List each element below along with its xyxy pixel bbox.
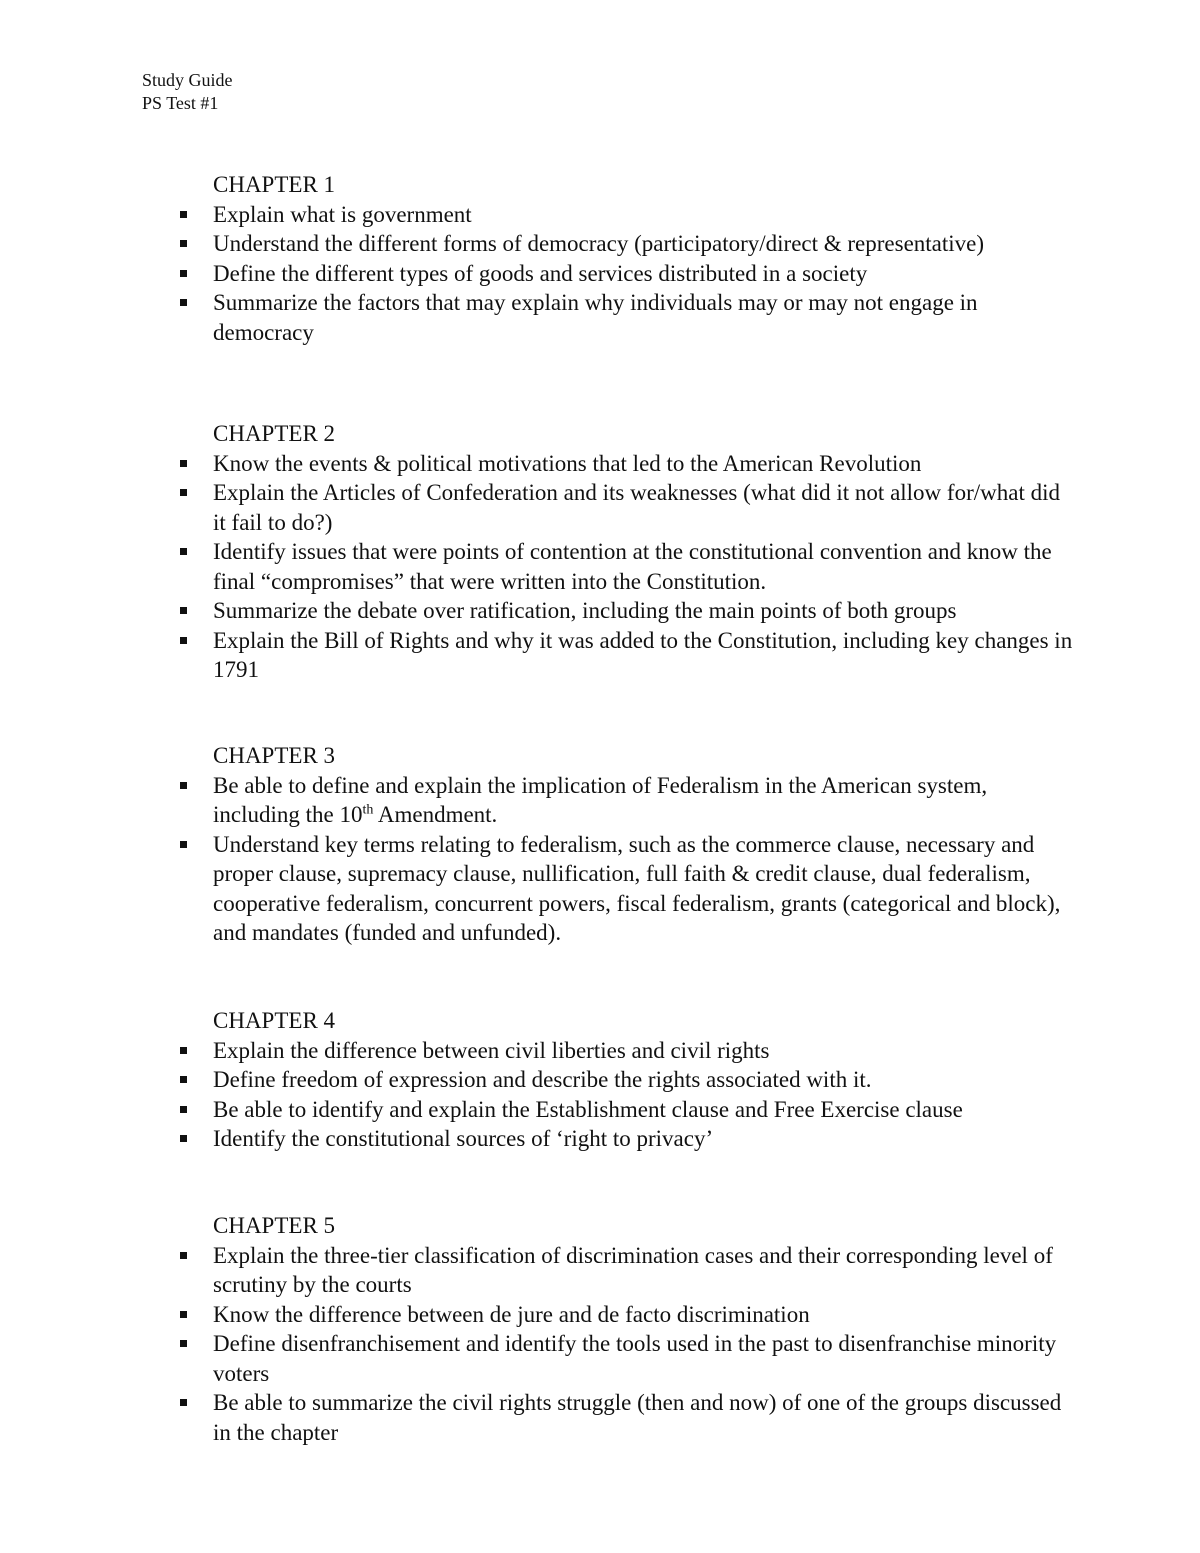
square-bullet-icon xyxy=(180,637,187,644)
square-bullet-icon xyxy=(180,489,187,496)
ordinal-superscript: th xyxy=(362,802,374,818)
square-bullet-icon xyxy=(180,782,187,789)
square-bullet-icon xyxy=(180,607,187,614)
bullet-text: Identify issues that were points of contention at the constitutional convention and know the final “compromises” that were written into the Constitution. xyxy=(213,539,1052,594)
bullet-text: Know the difference between de jure and de facto discrimination xyxy=(213,1301,810,1327)
bullet-item xyxy=(0,596,1073,626)
square-bullet-icon xyxy=(180,299,187,306)
bullet-text: Explain the Articles of Confederation and its weaknesses (what did it not allow for/what did it fail to do?) xyxy=(213,480,1060,535)
bullet-text: Explain the Bill of Rights and why it was added to the Constitution, including key changes in 1791 xyxy=(213,627,1073,682)
bullet-text: Understand key terms relating to federalism, such as the commerce clause, necessary and proper clause, supremacy clause, nullification, full faith & credit clause, dual federalism, cooperative federalism, concurrent powers, fiscal federalism, grants (categorical and block), and mandates (funded and unfunded). xyxy=(213,831,1061,945)
square-bullet-icon xyxy=(180,270,187,277)
bullet-item xyxy=(0,1241,1073,1300)
header-line-2: PS Test #1 xyxy=(142,93,219,113)
bullet-text: Define disenfranchisement and identify the tools used in the past to disenfranchise minority voters xyxy=(213,1331,1057,1386)
square-bullet-icon xyxy=(180,548,187,555)
bullet-item xyxy=(0,259,1073,289)
bullet-item xyxy=(0,830,1073,948)
chapter-2-bullets xyxy=(0,449,1200,685)
bullet-item xyxy=(0,229,1073,259)
bullet-text: Explain what is government xyxy=(213,201,472,227)
document-header xyxy=(142,69,233,115)
bullet-item xyxy=(0,771,1073,830)
bullet-text: Understand the different forms of democracy (participatory/direct & representative) xyxy=(213,231,985,256)
chapter-3-bullets xyxy=(0,771,1200,948)
chapter-4-bullets xyxy=(0,1036,1200,1154)
bullet-item xyxy=(0,449,1073,479)
chapter-5-title: CHAPTER 5 xyxy=(213,1213,336,1238)
square-bullet-icon xyxy=(180,1340,187,1347)
square-bullet-icon xyxy=(180,1311,187,1318)
bullet-item xyxy=(0,200,1073,230)
bullet-text: Explain the three-tier classification of discrimination cases and their corresponding level of scrutiny by the courts xyxy=(213,1242,1053,1297)
bullet-text: Know the events & political motivations that led to the American Revolution xyxy=(213,450,922,476)
bullet-item xyxy=(0,1065,1073,1095)
bullet-item xyxy=(0,1124,1073,1154)
bullet-item xyxy=(0,1300,1073,1330)
square-bullet-icon xyxy=(180,1076,187,1083)
square-bullet-icon xyxy=(180,460,187,467)
bullet-text-start: Be able to define and explain the implication of Federalism in the American system, including the 10 xyxy=(213,772,988,827)
square-bullet-icon xyxy=(180,1047,187,1054)
bullet-text: Define freedom of expression and describe the rights associated with it. xyxy=(213,1067,872,1092)
chapter-5-bullets xyxy=(0,1241,1200,1448)
bullet-item xyxy=(0,1388,1073,1447)
bullet-text: Be able to identify and explain the Establishment clause and Free Exercise clause xyxy=(213,1096,963,1122)
chapter-3-title: CHAPTER 3 xyxy=(213,743,336,768)
chapter-4-title: CHAPTER 4 xyxy=(213,1008,336,1033)
bullet-text-end: Amendment. xyxy=(373,802,498,827)
bullet-text: Explain the difference between civil liberties and civil rights xyxy=(213,1037,770,1063)
square-bullet-icon xyxy=(180,1106,187,1113)
square-bullet-icon xyxy=(180,841,187,848)
bullet-text: Be able to summarize the civil rights struggle (then and now) of one of the groups discussed in the chapter xyxy=(213,1390,1062,1445)
bullet-item xyxy=(0,1329,1073,1388)
bullet-item xyxy=(0,1095,1073,1125)
bullet-item xyxy=(0,1036,1073,1066)
chapter-1-title: CHAPTER 1 xyxy=(213,172,336,197)
square-bullet-icon xyxy=(180,211,187,218)
bullet-text: Define the different types of goods and services distributed in a society xyxy=(213,260,868,286)
chapter-2-title: CHAPTER 2 xyxy=(213,421,336,446)
bullet-text xyxy=(213,773,987,828)
square-bullet-icon xyxy=(180,1252,187,1259)
square-bullet-icon xyxy=(180,240,187,247)
bullet-item xyxy=(0,288,1073,347)
bullet-text: Summarize the factors that may explain why individuals may or may not engage in democracy xyxy=(213,290,978,345)
header-line-1: Study Guide xyxy=(142,70,233,90)
chapter-1-bullets xyxy=(0,200,1200,348)
bullet-item xyxy=(0,537,1073,596)
bullet-text: Identify the constitutional sources of ‘right to privacy’ xyxy=(213,1126,714,1151)
bullet-item xyxy=(0,626,1073,685)
square-bullet-icon xyxy=(180,1399,187,1406)
bullet-text: Summarize the debate over ratification, including the main points of both groups xyxy=(213,598,957,623)
square-bullet-icon xyxy=(180,1135,187,1142)
bullet-item xyxy=(0,478,1073,537)
